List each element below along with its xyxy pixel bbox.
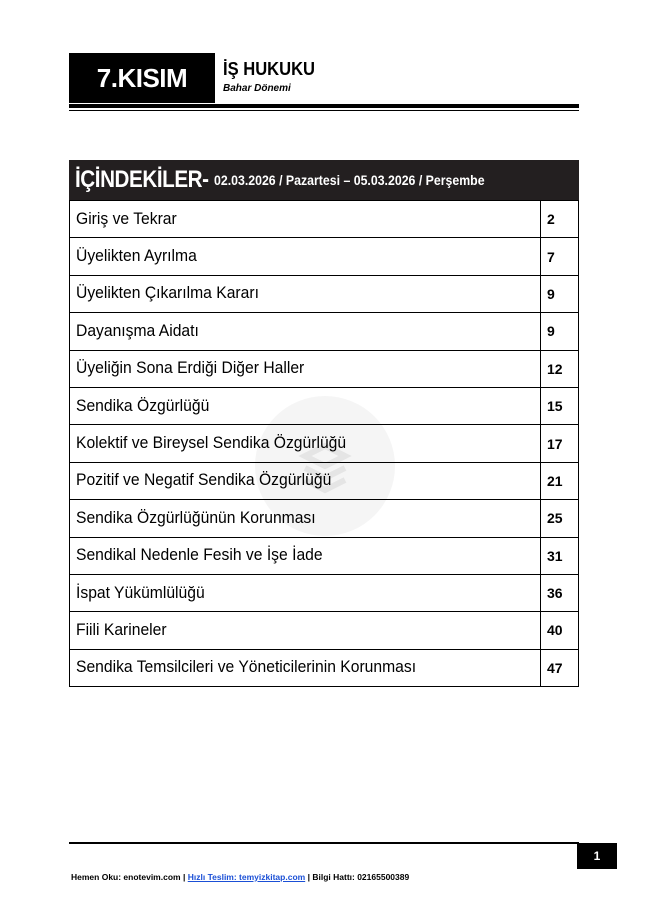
footer-rule bbox=[69, 842, 579, 844]
toc-dates: 02.03.2026 / Pazartesi – 05.03.2026 / Perşembe bbox=[214, 172, 485, 188]
toc-row[interactable] bbox=[70, 425, 579, 462]
course-subtitle: Bahar Dönemi bbox=[223, 83, 291, 94]
toc-entry-cell bbox=[70, 574, 541, 611]
toc-entry-page: 2 bbox=[541, 201, 579, 238]
section-badge: 7.KISIM bbox=[69, 53, 215, 103]
toc-row[interactable] bbox=[70, 313, 579, 350]
toc-table bbox=[69, 200, 579, 687]
toc-row[interactable] bbox=[70, 275, 579, 312]
toc-entry-cell bbox=[70, 387, 541, 424]
page-header bbox=[69, 53, 579, 113]
toc-entry-page: 21 bbox=[541, 462, 579, 499]
toc-entry-cell bbox=[70, 238, 541, 275]
toc-entry-label: Giriş ve Tekrar bbox=[76, 209, 177, 228]
toc-entry-cell bbox=[70, 612, 541, 649]
toc-entry-cell bbox=[70, 201, 541, 238]
toc-entry-label: Sendika Özgürlüğü bbox=[76, 396, 210, 415]
toc-entry-label: Üyeliğin Sona Erdiği Diğer Haller bbox=[76, 359, 305, 378]
footer-separator: | bbox=[182, 872, 186, 882]
footer-delivery-link[interactable]: Hızlı Teslim: temyizkitap.com bbox=[187, 872, 306, 882]
toc-entry-cell bbox=[70, 313, 541, 350]
footer-read-link[interactable]: Hemen Oku: enotevim.com bbox=[71, 872, 181, 882]
toc-entry-page: 40 bbox=[541, 612, 579, 649]
toc-entry-label: Sendikal Nedenle Fesih ve İşe İade bbox=[76, 546, 323, 565]
header-rule-thick bbox=[69, 104, 579, 108]
toc-entry-page: 9 bbox=[541, 275, 579, 312]
toc-row[interactable] bbox=[70, 574, 579, 611]
footer-separator: | bbox=[307, 872, 310, 882]
toc-title: İÇİNDEKİLER- bbox=[75, 166, 209, 193]
toc-header bbox=[69, 160, 579, 200]
toc-row[interactable] bbox=[70, 500, 579, 537]
toc-entry-label: Kolektif ve Bireysel Sendika Özgürlüğü bbox=[76, 434, 347, 453]
toc-entry-label: Sendika Özgürlüğünün Korunması bbox=[76, 508, 316, 527]
toc-row[interactable] bbox=[70, 387, 579, 424]
toc-entry-page: 7 bbox=[541, 238, 579, 275]
toc-entry-page: 31 bbox=[541, 537, 579, 574]
toc-entry-cell bbox=[70, 649, 541, 686]
toc-row[interactable] bbox=[70, 238, 579, 275]
toc-row[interactable] bbox=[70, 350, 579, 387]
toc-entry-label: Fiili Karineler bbox=[76, 620, 167, 639]
toc-entry-page: 25 bbox=[541, 500, 579, 537]
toc-entry-label: Üyelikten Çıkarılma Kararı bbox=[76, 284, 259, 303]
toc-entry-cell bbox=[70, 537, 541, 574]
toc-entry-cell bbox=[70, 350, 541, 387]
toc-entry-page: 47 bbox=[541, 649, 579, 686]
toc-entry-cell bbox=[70, 462, 541, 499]
toc-entry-label: Sendika Temsilcileri ve Yöneticilerinin Korunması bbox=[76, 658, 417, 677]
course-title: İŞ HUKUKU bbox=[223, 59, 316, 79]
toc-entry-label: İspat Yükümlülüğü bbox=[76, 583, 205, 602]
table-of-contents bbox=[69, 160, 579, 687]
footer-info bbox=[71, 872, 409, 882]
toc-entry-page: 9 bbox=[541, 313, 579, 350]
toc-row[interactable] bbox=[70, 462, 579, 499]
toc-entry-cell bbox=[70, 500, 541, 537]
header-rule-thin bbox=[69, 110, 579, 111]
toc-row[interactable] bbox=[70, 201, 579, 238]
toc-entry-page: 36 bbox=[541, 574, 579, 611]
toc-entry-page: 17 bbox=[541, 425, 579, 462]
toc-entry-label: Üyelikten Ayrılma bbox=[76, 247, 197, 266]
toc-entry-label: Pozitif ve Negatif Sendika Özgürlüğü bbox=[76, 471, 332, 490]
page-number: 1 bbox=[577, 843, 617, 869]
toc-entry-cell bbox=[70, 425, 541, 462]
toc-entry-label: Dayanışma Aidatı bbox=[76, 321, 199, 340]
toc-entry-cell bbox=[70, 275, 541, 312]
toc-row[interactable] bbox=[70, 649, 579, 686]
toc-entry-page: 12 bbox=[541, 350, 579, 387]
toc-entry-page: 15 bbox=[541, 387, 579, 424]
toc-row[interactable] bbox=[70, 537, 579, 574]
toc-row[interactable] bbox=[70, 612, 579, 649]
footer-phone: Bilgi Hattı: 02165500389 bbox=[312, 872, 410, 882]
